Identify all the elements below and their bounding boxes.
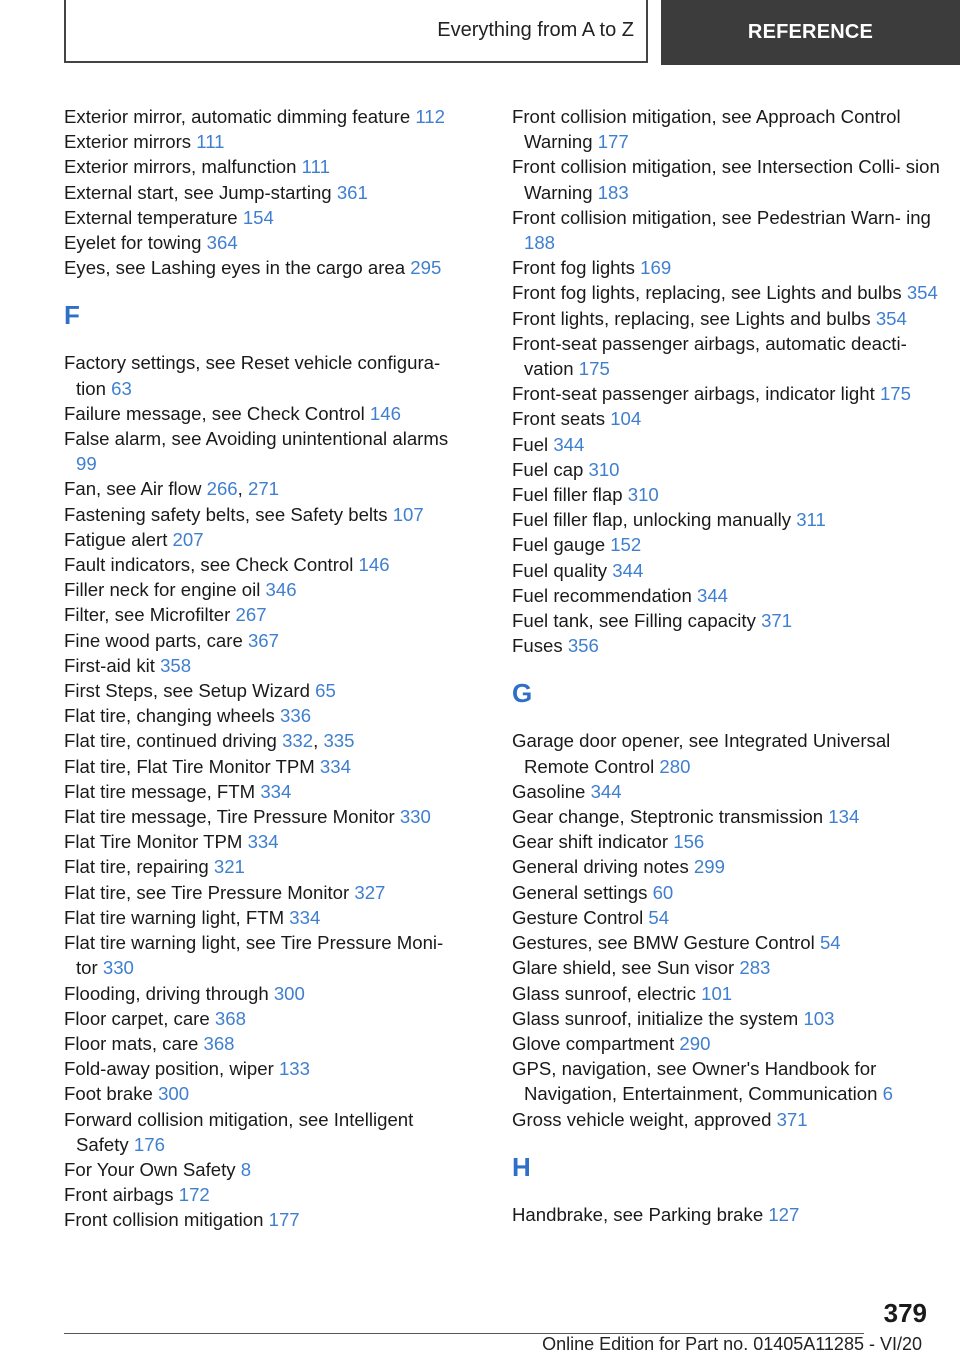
index-entry: Flat tire, continued driving 332, 335 — [64, 730, 355, 752]
index-entry — [512, 633, 952, 658]
index-entry — [64, 552, 464, 577]
index-entry — [64, 577, 464, 602]
page-reference-link[interactable]: 65 — [315, 680, 336, 702]
page-reference-link[interactable]: 330 — [102, 957, 134, 979]
index-entry — [64, 255, 464, 280]
index-entry — [64, 678, 464, 703]
index-column-right — [512, 104, 952, 1227]
index-entry-text: Front airbags — [64, 1184, 174, 1206]
page-reference-link[interactable]: 134 — [828, 806, 860, 828]
index-entry — [512, 306, 952, 331]
page-reference-link[interactable]: 175 — [879, 383, 911, 405]
page-reference-link[interactable]: 283 — [739, 957, 771, 979]
index-entry — [512, 457, 952, 482]
index-entry — [64, 502, 464, 527]
page-reference-link[interactable]: 8 — [240, 1158, 252, 1180]
index-entry-text: Front lights, replacing, see Lights and bulbs — [512, 307, 871, 329]
index-entry — [512, 779, 952, 804]
page-reference-link[interactable]: 112 — [415, 106, 445, 127]
index-entry-text: Front collision mitigation — [64, 1209, 264, 1231]
index-entry-text: Front fog lights, replacing, see Lights and bulbs — [512, 282, 902, 304]
index-entry-text: GPS, navigation, see Owner's Handbook for Navigation, Entertainment, Communication — [512, 1058, 878, 1105]
page-reference-link[interactable]: 290 — [679, 1032, 711, 1054]
page-reference-link[interactable]: 63 — [111, 377, 132, 399]
page-reference-link[interactable]: 104 — [610, 408, 642, 430]
index-entry-text: Gesture Control — [512, 906, 644, 928]
index-entry — [64, 779, 464, 804]
index-entry — [64, 653, 464, 678]
index-entry — [64, 754, 464, 779]
index-entry — [512, 482, 952, 507]
page-reference-link[interactable]: 60 — [652, 881, 674, 903]
index-entry — [64, 527, 464, 552]
index-entry — [64, 880, 464, 905]
index-entry — [512, 1031, 952, 1056]
index-entry — [64, 628, 464, 653]
index-entry — [64, 1157, 464, 1182]
index-entry-text: Flat tire warning light, FTM — [64, 906, 285, 928]
index-entry-text: Fuses — [512, 635, 563, 657]
page-reference-link[interactable]: 101 — [701, 982, 733, 1004]
page-reference-link[interactable]: 335 — [323, 730, 355, 752]
page-reference-link[interactable]: 300 — [158, 1083, 190, 1105]
index-entry-text: Front collision mitigation, see Pedestrian Warn- ing — [512, 206, 931, 228]
index-entry-text: Flooding, driving through — [64, 982, 269, 1004]
page-reference-link[interactable]: 300 — [273, 982, 305, 1004]
page-reference-link[interactable]: 368 — [214, 1007, 246, 1029]
index-entry-text: Fastening safety belts, see Safety belts — [64, 503, 388, 525]
page-reference-link[interactable]: 361 — [336, 181, 368, 203]
index-entry-text: Front collision mitigation, see Approach Control Warning — [512, 106, 901, 153]
index-entry-text: Front-seat passenger airbags, indicator light — [512, 383, 875, 405]
page-reference-link[interactable]: 172 — [178, 1184, 210, 1206]
index-entry — [64, 1081, 464, 1106]
index-entry — [64, 1031, 464, 1056]
index-entry: Fan, see Air flow 266, 271 — [64, 478, 280, 500]
index-entry — [64, 905, 464, 930]
page-reference-link[interactable]: 154 — [242, 206, 274, 228]
index-entry — [64, 1006, 464, 1031]
index-entry — [512, 331, 952, 381]
index-entry-text: Gasoline — [512, 780, 586, 802]
chapter-tab-label: REFERENCE — [747, 21, 874, 43]
index-entry-text: Exterior mirrors, malfunction — [64, 156, 297, 178]
index-entry-text: Fold-away position, wiper — [64, 1058, 274, 1080]
index-entry — [64, 401, 464, 426]
index-entry — [64, 154, 464, 179]
index-entry — [64, 1107, 464, 1157]
index-entry — [512, 1202, 952, 1227]
page-reference-link[interactable]: 332 — [282, 730, 314, 752]
index-entry — [64, 930, 464, 980]
index-entry — [512, 104, 952, 154]
index-entry-text: Fuel filler flap, unlocking manually — [512, 509, 792, 531]
index-entry-text: Fuel filler flap — [512, 484, 623, 506]
index-entry — [64, 350, 464, 400]
index-entry-text: Glove compartment — [512, 1032, 675, 1054]
page-reference-link[interactable]: 346 — [265, 579, 297, 601]
page-reference-link[interactable]: 330 — [399, 806, 431, 828]
page-reference-link[interactable]: 344 — [590, 780, 622, 802]
index-entry-text: Fine wood parts, care — [64, 629, 243, 651]
index-letter-heading: F — [64, 300, 80, 331]
page-reference-link[interactable]: 371 — [761, 610, 793, 632]
index-entry — [512, 406, 952, 431]
index-entry — [512, 381, 952, 406]
index-entry-text: Gear change, Steptronic transmission — [512, 806, 824, 828]
index-entry-text: Garage door opener, see Integrated Universal Remote Control — [512, 730, 891, 777]
page-reference-link[interactable]: 334 — [289, 906, 321, 928]
index-entry — [64, 981, 464, 1006]
page-reference-link[interactable]: 368 — [203, 1032, 235, 1054]
index-entry-text: Glass sunroof, electric — [512, 982, 696, 1004]
index-entry-text: Flat tire warning light, see Tire Pressure Moni- tor — [64, 932, 444, 979]
page-reference-link[interactable]: 111 — [196, 131, 225, 153]
page-reference-link[interactable]: 367 — [247, 629, 279, 651]
page-reference-link[interactable]: 267 — [235, 604, 267, 626]
index-entry — [64, 205, 464, 230]
index-entry-text: Flat tire, continued driving — [64, 730, 277, 752]
index-entry — [512, 829, 952, 854]
page-reference-link[interactable]: 183 — [597, 181, 629, 203]
index-entry-text: Gross vehicle weight, approved — [512, 1108, 772, 1130]
page-reference-link[interactable]: 311 — [796, 509, 826, 531]
index-entry-text: Fan, see Air flow — [64, 478, 202, 500]
index-entry-text: Flat Tire Monitor TPM — [64, 831, 243, 853]
page-reference-link[interactable]: 336 — [280, 705, 312, 727]
index-entry — [64, 426, 464, 476]
index-entry-text: Glare shield, see Sun visor — [512, 957, 735, 979]
chapter-tab — [661, 0, 960, 65]
index-column-left — [64, 104, 464, 1233]
index-entry-text: Gestures, see BMW Gesture Control — [512, 932, 815, 954]
page-reference-link[interactable]: 354 — [875, 307, 907, 329]
index-entry-text: Fuel cap — [512, 458, 584, 480]
page-reference-link[interactable]: 334 — [247, 831, 279, 853]
section-header — [64, 0, 648, 63]
index-entry — [64, 104, 464, 129]
page-reference-link[interactable]: 127 — [768, 1203, 800, 1225]
index-entry — [64, 180, 464, 205]
edition-footer: Online Edition for Part no. 01405A11285 - VI/20 — [542, 1334, 922, 1354]
index-entry-text: Fuel recommendation — [512, 584, 692, 606]
index-entry-text: Gear shift indicator — [512, 831, 669, 853]
index-entry-text: Front collision mitigation, see Intersection Colli- sion Warning — [512, 156, 940, 203]
index-entry — [512, 532, 952, 557]
index-entry-text: Flat tire, see Tire Pressure Monitor — [64, 881, 350, 903]
index-entry — [512, 154, 952, 204]
page-number: 379 — [883, 1298, 927, 1328]
page-reference-link[interactable]: 207 — [172, 528, 204, 550]
index-entry — [512, 1006, 952, 1031]
index-entry-text: Flat tire message, Tire Pressure Monitor — [64, 806, 395, 828]
index-entry — [64, 602, 464, 627]
index-entry-text: Failure message, see Check Control — [64, 402, 365, 424]
index-entry — [64, 854, 464, 879]
page-reference-link[interactable]: 176 — [133, 1133, 165, 1155]
index-entry — [512, 981, 952, 1006]
index-entry — [512, 854, 952, 879]
index-entry-text: General settings — [512, 881, 648, 903]
index-entry-text: General driving notes — [512, 856, 689, 878]
section-title: Everything from A to Z — [437, 19, 634, 41]
index-entry — [64, 230, 464, 255]
index-entry-text: Eyes, see Lashing eyes in the cargo area — [64, 257, 406, 279]
index-entry-text: Fault indicators, see Check Control — [64, 554, 354, 576]
page-reference-link[interactable]: 344 — [697, 584, 729, 606]
index-entry — [512, 507, 952, 532]
index-entry — [64, 703, 464, 728]
index-entry — [64, 804, 464, 829]
index-entry — [512, 205, 952, 255]
index-entry-text: First Steps, see Setup Wizard — [64, 680, 310, 702]
index-entry — [512, 930, 952, 955]
index-entry — [512, 1056, 952, 1106]
page-reference-link[interactable]: 327 — [354, 881, 386, 903]
index-entry-text: Exterior mirror, automatic dimming feature — [64, 106, 411, 127]
page-reference-link[interactable]: 177 — [597, 131, 629, 153]
index-entry-text: External start, see Jump-starting — [64, 181, 332, 203]
index-entry — [512, 905, 952, 930]
index-entry — [512, 1107, 952, 1132]
index-entry — [512, 583, 952, 608]
page-reference-link[interactable]: 354 — [906, 282, 938, 304]
index-entry-text: Front seats — [512, 408, 606, 430]
index-entry-text: Exterior mirrors — [64, 131, 192, 153]
index-entry-text: Glass sunroof, initialize the system — [512, 1007, 799, 1029]
page-reference-link[interactable]: 334 — [260, 780, 292, 802]
index-entry-text: Front fog lights — [512, 257, 635, 279]
page-reference-link[interactable]: 364 — [206, 232, 238, 254]
page-reference-link[interactable]: 146 — [358, 554, 390, 576]
index-entry-text: Fuel — [512, 433, 549, 455]
page-reference-link[interactable]: 310 — [627, 484, 659, 506]
page-reference-link[interactable]: 344 — [553, 433, 585, 455]
index-entry-text: Fatigue alert — [64, 528, 168, 550]
page-reference-link[interactable]: 295 — [410, 257, 442, 279]
page-reference-link[interactable]: 107 — [392, 503, 424, 525]
index-entry — [64, 1207, 464, 1232]
index-entry — [512, 804, 952, 829]
index-entry-text: Handbrake, see Parking brake — [512, 1203, 764, 1225]
index-entry — [64, 829, 464, 854]
index-entry-text: Front-seat passenger airbags, automatic deacti- vation — [512, 332, 907, 380]
index-entry — [64, 1056, 464, 1081]
index-entry-text: Floor carpet, care — [64, 1007, 210, 1029]
index-entry-text: Eyelet for towing — [64, 232, 202, 254]
index-entry — [512, 955, 952, 980]
index-entry — [512, 255, 952, 280]
page-reference-link[interactable]: 371 — [776, 1108, 808, 1130]
page-reference-link[interactable]: 133 — [278, 1058, 310, 1080]
index-entry — [512, 280, 952, 305]
index-entry-text: Filter, see Microfilter — [64, 604, 231, 626]
page-reference-link[interactable]: 356 — [567, 635, 599, 657]
index-letter-heading: G — [512, 678, 533, 709]
page-reference-link[interactable]: 280 — [659, 755, 691, 777]
index-entry-text: First-aid kit — [64, 654, 155, 676]
index-entry-text: Fuel tank, see Filling capacity — [512, 610, 756, 632]
page-reference-link[interactable]: 152 — [610, 534, 642, 556]
index-entry — [64, 1182, 464, 1207]
page-reference-link[interactable]: 344 — [612, 559, 644, 581]
index-letter-heading: H — [512, 1151, 531, 1182]
page-reference-link[interactable]: 54 — [648, 906, 670, 928]
page-reference-link[interactable]: 54 — [819, 932, 841, 954]
index-entry-text: Foot brake — [64, 1083, 153, 1105]
index-entry-text: Filler neck for engine oil — [64, 579, 261, 601]
index-entry-text: Flat tire, repairing — [64, 856, 209, 878]
index-entry — [64, 129, 464, 154]
index-entry-text: Flat tire message, FTM — [64, 780, 256, 802]
page-reference-link[interactable]: 188 — [524, 232, 556, 254]
index-entry-text: Factory settings, see Reset vehicle configura- tion — [64, 352, 441, 399]
index-entry-text: External temperature — [64, 206, 238, 228]
page-reference-link[interactable]: 169 — [640, 257, 672, 279]
page-reference-link[interactable]: 175 — [578, 358, 610, 380]
index-entry — [512, 558, 952, 583]
index-entry-text: Fuel gauge — [512, 534, 606, 556]
page-reference-link[interactable]: 99 — [76, 453, 97, 475]
page-reference-link[interactable]: 358 — [160, 654, 192, 676]
page-reference-link[interactable]: 103 — [803, 1007, 835, 1029]
index-entry-text: Flat tire, changing wheels — [64, 705, 275, 727]
index-entry-text: Flat tire, Flat Tire Monitor TPM — [64, 755, 315, 777]
page-reference-link[interactable]: 266 — [206, 478, 238, 500]
index-entry-text: Forward collision mitigation, see Intelligent Safety — [64, 1108, 414, 1155]
index-entry — [512, 880, 952, 905]
index-entry — [512, 608, 952, 633]
index-entry-text: Floor mats, care — [64, 1032, 199, 1054]
page-reference-link[interactable]: 111 — [301, 156, 330, 178]
page-reference-link[interactable]: 271 — [248, 478, 280, 500]
index-entry-text: Fuel quality — [512, 559, 608, 581]
index-entry — [512, 728, 952, 778]
index-entry — [512, 432, 952, 457]
index-entry-text: For Your Own Safety — [64, 1158, 236, 1180]
index-entry-text: False alarm, see Avoiding unintentional alarms — [64, 428, 449, 450]
page-reference-link[interactable]: 146 — [369, 402, 401, 424]
page-reference-link[interactable]: 310 — [588, 458, 620, 480]
page-reference-link[interactable]: 321 — [213, 856, 245, 878]
page-reference-link[interactable]: 299 — [693, 856, 725, 878]
page-reference-link[interactable]: 177 — [268, 1209, 300, 1231]
page-reference-link[interactable]: 6 — [882, 1083, 893, 1105]
page-reference-link[interactable]: 334 — [319, 755, 351, 777]
page-reference-link[interactable]: 156 — [673, 831, 705, 853]
